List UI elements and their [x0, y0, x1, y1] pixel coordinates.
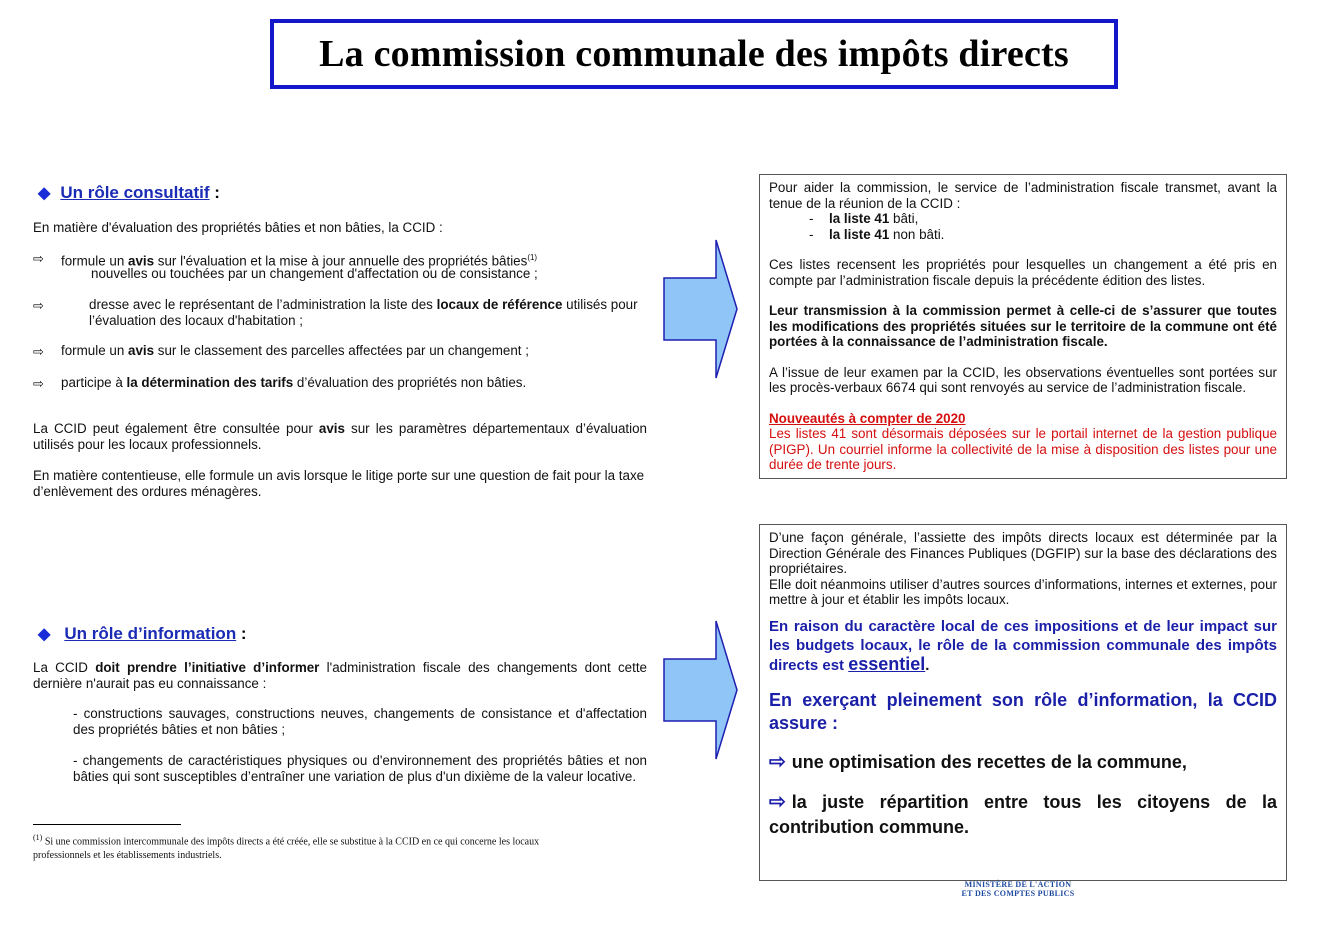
right-outline-arrow-icon: ⇨	[33, 376, 44, 391]
box2-paragraph-2: Elle doit néanmoins utiliser d’autres sources d’informations, internes et externes, pour mettre à jour et établir les impôts locaux.	[769, 576, 1277, 607]
info-box-listes-41	[759, 174, 1287, 479]
box1-news-title: Nouveautés à compter de 2020	[769, 410, 966, 426]
section1-bullet-1: formule un avis sur l'évaluation et la mise à jour annuelle des propriétés bâties$^{(1)}$	[61, 253, 538, 269]
section-heading-information: ◆ Un rôle d’information :	[38, 624, 247, 643]
big-right-arrow-icon	[663, 619, 739, 761]
diamond-bullet-icon: ◆	[38, 185, 51, 202]
footnote-divider	[33, 824, 181, 825]
box2-list-item-2: ⇨ la juste répartition entre tous les citoyens de la contribution commune.	[769, 790, 1277, 837]
page-title: La commission communale des impôts directs	[319, 33, 1069, 75]
section1-intro: En matière d'évaluation des propriétés bâties et non bâties, la CCID :	[33, 220, 443, 235]
section2-item-1: - constructions sauvages, constructions neuves, changements de consistance et d'affectation des propriétés bâties et non bâties ;	[73, 706, 647, 737]
right-outline-arrow-icon: ⇨	[769, 790, 786, 813]
info-box-dgfip	[759, 524, 1287, 881]
section1-bullet-4: participe à la détermination des tarifs d’évaluation des propriétés non bâties.	[61, 375, 527, 390]
box1-list-item-1: - la liste 41 bâti,	[809, 211, 919, 226]
box1-paragraph-4: A l’issue de leur examen par la CCID, les observations éventuelles sont portées sur les procès-verbaux 6674 qui sont renvoyés au service de l’administration fiscale.	[769, 364, 1277, 395]
section1-bullet-1-cont: nouvelles ou touchées par un changement d'affectation ou de consistance ;	[91, 266, 538, 281]
section1-paragraph-2: La CCID peut également être consultée pour avis sur les paramètres départementaux d’évaluation utilisés pour les locaux professionnels.	[33, 421, 647, 452]
title-box	[270, 19, 1118, 89]
box1-news-text: Les listes 41 sont désormais déposées sur le portail internet de la gestion publique (PIGP). Un courriel informe la collectivité de la mise à disposition des listes pour une durée de trente jours.	[769, 426, 1277, 472]
box1-paragraph-2: Ces listes recensent les propriétés pour lesquelles un changement a été pris en compte par l’administration fiscale depuis la précédente édition des listes.	[769, 257, 1277, 288]
right-outline-arrow-icon: ⇨	[769, 750, 786, 773]
box1-paragraph-1: Pour aider la commission, le service de l’administration fiscale transmet, avant la tenue de la réunion de la CCID :	[769, 180, 1277, 211]
box2-paragraph-4: En exerçant pleinement son rôle d’information, la CCID assure :	[769, 689, 1277, 733]
section1-paragraph-3: En matière contentieuse, elle formule un avis lorsque le litige porte sur une question de fait pour la taxe d’enlèvement des ordures ménagères.	[33, 468, 645, 499]
section2-paragraph-1: La CCID doit prendre l’initiative d’informer l'administration fiscale des changements dont cette dernière n'aurait pas eu connaissance :	[33, 660, 648, 691]
section1-bullet-2-cont: l’évaluation des locaux d'habitation ;	[89, 313, 303, 328]
box1-list-item-2: - la liste 41 non bâti.	[809, 226, 945, 242]
section1-bullet-2: dresse avec le représentant de l’administration la liste des locaux de référence utilisés pour	[89, 297, 638, 312]
right-outline-arrow-icon: ⇨	[33, 298, 44, 313]
box2-list-item-1: ⇨ une optimisation des recettes de la commune,	[769, 750, 1187, 773]
right-outline-arrow-icon: ⇨	[33, 344, 44, 359]
right-outline-arrow-icon: ⇨	[33, 251, 44, 266]
big-right-arrow-icon	[663, 238, 739, 380]
section2-item-2: - changements de caractéristiques physiques ou d'environnement des propriétés bâties et non bâties qui sont susceptibles d’entraîner une variation de plus d'un dixième de la valeur locative.	[73, 753, 647, 784]
box2-paragraph-3: En raison du caractère local de ces impositions et de leur impact sur les budgets locaux, le rôle de la commission communale des impôts directs est essentiel.	[769, 617, 1277, 674]
diamond-bullet-icon: ◆	[38, 626, 51, 643]
ministry-logo-text: MINISTÈRE DE L'ACTION ET DES COMPTES PUBLICS	[961, 880, 1075, 898]
footnote: $^{(1)}$ Si une commission intercommunale des impôts directs a été créée, elle se substitue à la CCID en ce qui concerne les locaux professionnels et les établissements industriels.	[33, 833, 540, 862]
section1-bullet-3: formule un avis sur le classement des parcelles affectées par un changement ;	[61, 343, 529, 358]
section-heading-consultatif: ◆ Un rôle consultatif :	[38, 183, 220, 202]
box2-paragraph-1: D’une façon générale, l’assiette des impôts directs locaux est déterminée par la Direction Générale des Finances Publiques (DGFIP) sur la base des déclarations des propriétaires.	[769, 530, 1277, 576]
box1-paragraph-3: Leur transmission à la commission permet à celle-ci de s’assurer que toutes les modifications des propriétés situées sur le territoire de la commune ont été portées à la connaissance de l’administration fiscale.	[769, 303, 1277, 349]
